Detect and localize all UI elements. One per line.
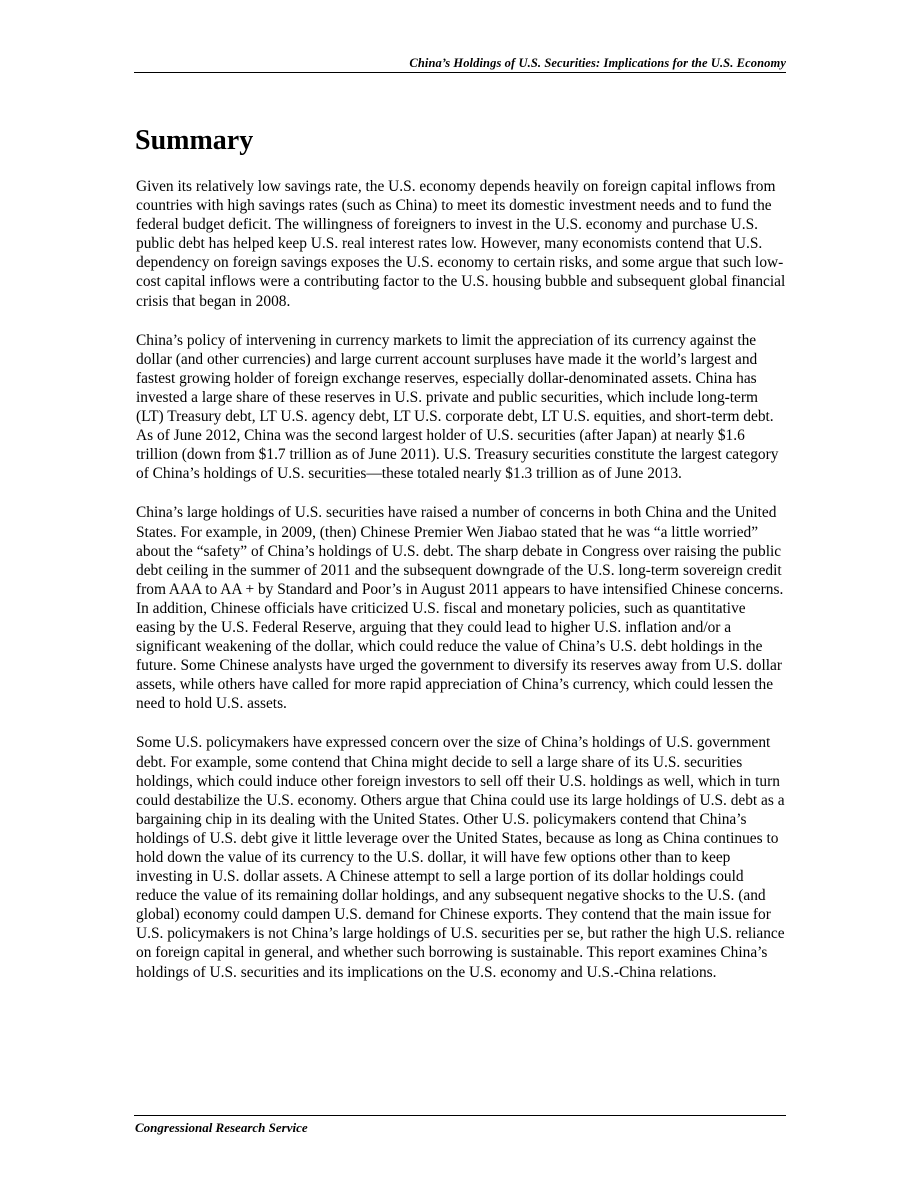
summary-paragraph-3: China’s large holdings of U.S. securities have raised a number of concerns in both China and the United States. For example, in 2009, (then) Chinese Premier Wen Jiabao stated that he was “a little worried” about the “safety” of China’s holdings of U.S. debt. The sharp debate in Congress over raising the public debt ceiling in the summer of 2011 and the subsequent downgrade of the U.S. long-term sovereign credit from AAA to AA + by Standard and Poor’s in August 2011 appears to have intensified Chinese concerns. In addition, Chinese officials have criticized U.S. fiscal and monetary policies, such as quantitative easing by the U.S. Federal Reserve, arguing that they could lead to higher U.S. inflation and/or a significant weakening of the dollar, which could reduce the value of China’s U.S. debt holdings in the future. Some Chinese analysts have urged the government to diversify its reserves away from U.S. dollar assets, while others have called for more rapid appreciation of China’s currency, which could lessen the need to hold U.S. assets. <box>136 504 784 713</box>
summary-body <box>136 177 788 1002</box>
section-title: Summary <box>135 125 254 156</box>
running-header-title: China’s Holdings of U.S. Securities: Implications for the U.S. Economy <box>409 56 786 70</box>
header-divider <box>134 72 786 73</box>
footer-organization: Congressional Research Service <box>135 1120 308 1135</box>
summary-paragraph-4: Some U.S. policymakers have expressed concern over the size of China’s holdings of U.S. government debt. For example, some contend that China might decide to sell a large share of its U.S. securities holdings, which could induce other foreign investors to sell off their U.S. holdings as well, which in turn could destabilize the U.S. economy. Others argue that China could use its large holdings of U.S. debt as a bargaining chip in its dealing with the United States. Other U.S. policymakers contend that China’s holdings of U.S. debt give it little leverage over the United States, because as long as China continues to hold down the value of its currency to the U.S. dollar, it will have few options other than to keep investing in U.S. dollar assets. A Chinese attempt to sell a large portion of its dollar holdings could reduce the value of its remaining dollar holdings, and any subsequent negative shocks to the U.S. (and global) economy could dampen U.S. demand for Chinese exports. They contend that the main issue for U.S. policymakers is not China’s large holdings of U.S. securities per se, but rather the high U.S. reliance on foreign capital in general, and whether such borrowing is sustainable. This report examines China’s holdings of U.S. securities and its implications on the U.S. economy and U.S.-China relations. <box>136 734 785 981</box>
footer-divider <box>134 1115 786 1116</box>
summary-paragraph-2: China’s policy of intervening in currency markets to limit the appreciation of its currency against the dollar (and other currencies) and large current account surpluses have made it the world’s largest and fastest growing holder of foreign exchange reserves, especially dollar-denominated assets. China has invested a large share of these reserves in U.S. private and public securities, which include long-term (LT) Treasury debt, LT U.S. agency debt, LT U.S. corporate debt, LT U.S. equities, and short-term debt. As of June 2012, China was the second largest holder of U.S. securities (after Japan) at nearly $1.6 trillion (down from $1.7 trillion as of June 2011). U.S. Treasury securities constitute the largest category of China’s holdings of U.S. securities—these totaled nearly $1.3 trillion as of June 2013. <box>136 331 779 483</box>
summary-paragraph-1: Given its relatively low savings rate, the U.S. economy depends heavily on foreign capital inflows from countries with high savings rates (such as China) to meet its domestic investment needs and to fund the federal budget deficit. The willingness of foreigners to invest in the U.S. economy and purchase U.S. public debt has helped keep U.S. real interest rates low. However, many economists contend that U.S. dependency on foreign savings exposes the U.S. economy to certain risks, and some argue that such low-cost capital inflows were a contributing factor to the U.S. housing bubble and subsequent global financial crisis that began in 2008. <box>136 178 786 310</box>
